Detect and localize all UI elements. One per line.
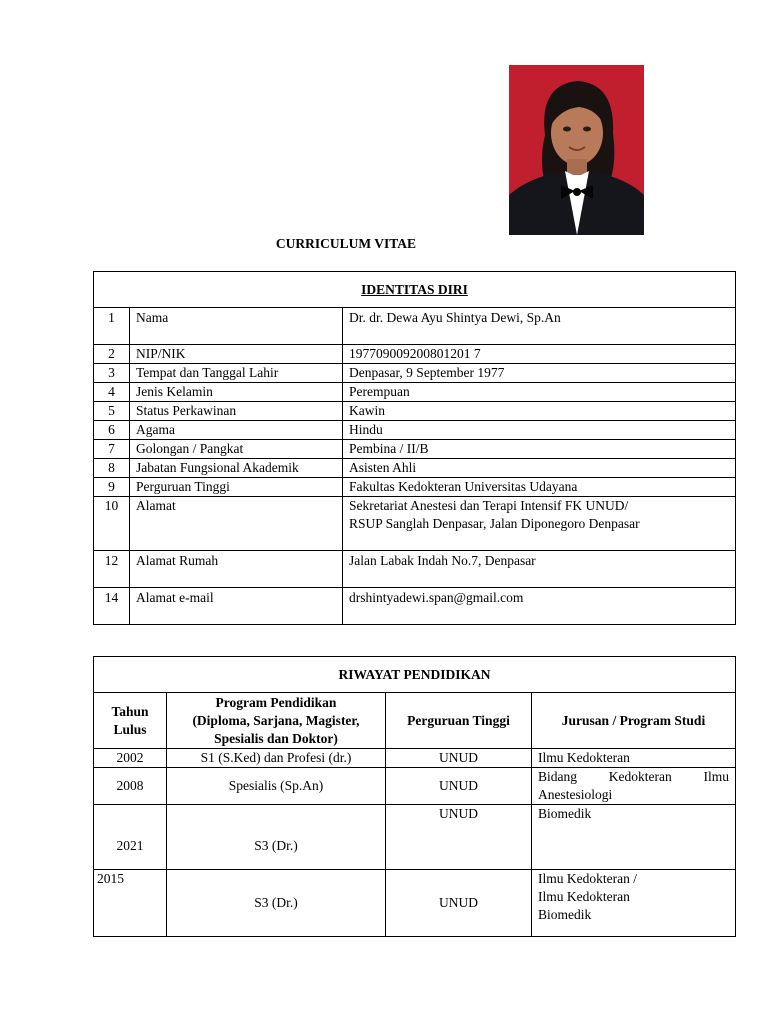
program-cell: S3 (Dr.) bbox=[167, 870, 386, 937]
tahun-cell: 2002 bbox=[94, 749, 167, 768]
row-number: 4 bbox=[94, 383, 130, 402]
row-label: Nama bbox=[130, 308, 343, 345]
row-label: Jabatan Fungsional Akademik bbox=[130, 459, 343, 478]
table-row bbox=[94, 383, 736, 402]
row-number: 6 bbox=[94, 421, 130, 440]
row-number: 7 bbox=[94, 440, 130, 459]
profile-photo bbox=[509, 65, 644, 235]
perguruan-cell: UNUD bbox=[386, 805, 532, 870]
perguruan-cell: UNUD bbox=[386, 749, 532, 768]
table-row bbox=[94, 308, 736, 345]
row-number: 9 bbox=[94, 478, 130, 497]
perguruan-cell: UNUD bbox=[386, 768, 532, 805]
pendidikan-heading: RIWAYAT PENDIDIKAN bbox=[94, 657, 736, 693]
row-number: 2 bbox=[94, 345, 130, 364]
row-label: Perguruan Tinggi bbox=[130, 478, 343, 497]
row-value: Denpasar, 9 September 1977 bbox=[343, 364, 736, 383]
row-value: Pembina / II/B bbox=[343, 440, 736, 459]
row-number: 3 bbox=[94, 364, 130, 383]
document-title: CURRICULUM VITAE bbox=[275, 236, 417, 251]
jurusan-cell: Bidang Kedokteran Ilmu Anestesiologi bbox=[532, 768, 736, 805]
row-number: 10 bbox=[94, 497, 130, 551]
jurusan-cell: Ilmu Kedokteran / Ilmu Kedokteran Biomedik bbox=[532, 870, 736, 937]
table-row bbox=[94, 402, 736, 421]
tahun-cell: 2021 bbox=[94, 805, 167, 870]
portrait-illustration bbox=[509, 65, 644, 235]
identitas-table bbox=[93, 271, 736, 625]
row-label: Golongan / Pangkat bbox=[130, 440, 343, 459]
row-label: Agama bbox=[130, 421, 343, 440]
row-number: 14 bbox=[94, 588, 130, 625]
column-header-program: Program Pendidikan (Diploma, Sarjana, Magister, Spesialis dan Doktor) bbox=[167, 693, 386, 749]
column-header-jurusan: Jurusan / Program Studi bbox=[532, 693, 736, 749]
table-row bbox=[94, 364, 736, 383]
column-header-perguruan: Perguruan Tinggi bbox=[386, 693, 532, 749]
row-value: Fakultas Kedokteran Universitas Udayana bbox=[343, 478, 736, 497]
row-value: Hindu bbox=[343, 421, 736, 440]
program-cell: S3 (Dr.) bbox=[167, 805, 386, 870]
jurusan-cell: Biomedik bbox=[532, 805, 736, 870]
alamat-value bbox=[343, 497, 736, 551]
header-row bbox=[94, 693, 736, 749]
row-label: Status Perkawinan bbox=[130, 402, 343, 421]
table-row bbox=[94, 551, 736, 588]
tahun-cell: 2015 bbox=[94, 870, 167, 937]
table-row bbox=[94, 421, 736, 440]
row-number: 5 bbox=[94, 402, 130, 421]
perguruan-cell: UNUD bbox=[386, 870, 532, 937]
row-label: Alamat e-mail bbox=[130, 588, 343, 625]
row-number: 12 bbox=[94, 551, 130, 588]
table-row bbox=[94, 440, 736, 459]
row-value: Asisten Ahli bbox=[343, 459, 736, 478]
row-number: 8 bbox=[94, 459, 130, 478]
program-cell: S1 (S.Ked) dan Profesi (dr.) bbox=[167, 749, 386, 768]
table-row bbox=[94, 497, 736, 551]
row-value: Jalan Labak Indah No.7, Denpasar bbox=[343, 551, 736, 588]
table-row bbox=[94, 768, 736, 805]
identitas-heading: IDENTITAS DIRI bbox=[94, 272, 736, 308]
pendidikan-table bbox=[93, 656, 736, 937]
table-row bbox=[94, 478, 736, 497]
row-label: Tempat dan Tanggal Lahir bbox=[130, 364, 343, 383]
column-header-tahun: Tahun Lulus bbox=[94, 693, 167, 749]
alamat-line-2: RSUP Sanglah Denpasar, Jalan Diponegoro Denpasar bbox=[349, 516, 640, 531]
nama-value: Dr. dr. Dewa Ayu Shintya Dewi, Sp.An bbox=[343, 308, 736, 345]
row-label: Alamat bbox=[130, 497, 343, 551]
row-value: Kawin bbox=[343, 402, 736, 421]
row-label: NIP/NIK bbox=[130, 345, 343, 364]
row-value: Perempuan bbox=[343, 383, 736, 402]
table-row bbox=[94, 345, 736, 364]
row-label: Jenis Kelamin bbox=[130, 383, 343, 402]
row-label: Alamat Rumah bbox=[130, 551, 343, 588]
tahun-cell: 2008 bbox=[94, 768, 167, 805]
program-cell: Spesialis (Sp.An) bbox=[167, 768, 386, 805]
email-value: drshintyadewi.span@gmail.com bbox=[343, 588, 736, 625]
table-row bbox=[94, 749, 736, 768]
alamat-line-1: Sekretariat Anestesi dan Terapi Intensif FK UNUD/ bbox=[349, 498, 629, 513]
table-row bbox=[94, 588, 736, 625]
table-row bbox=[94, 805, 736, 870]
table-row bbox=[94, 459, 736, 478]
nip-value: 197709009200801201 7 bbox=[343, 345, 736, 364]
table-row bbox=[94, 870, 736, 937]
jurusan-cell: Ilmu Kedokteran bbox=[532, 749, 736, 768]
row-number: 1 bbox=[94, 308, 130, 345]
